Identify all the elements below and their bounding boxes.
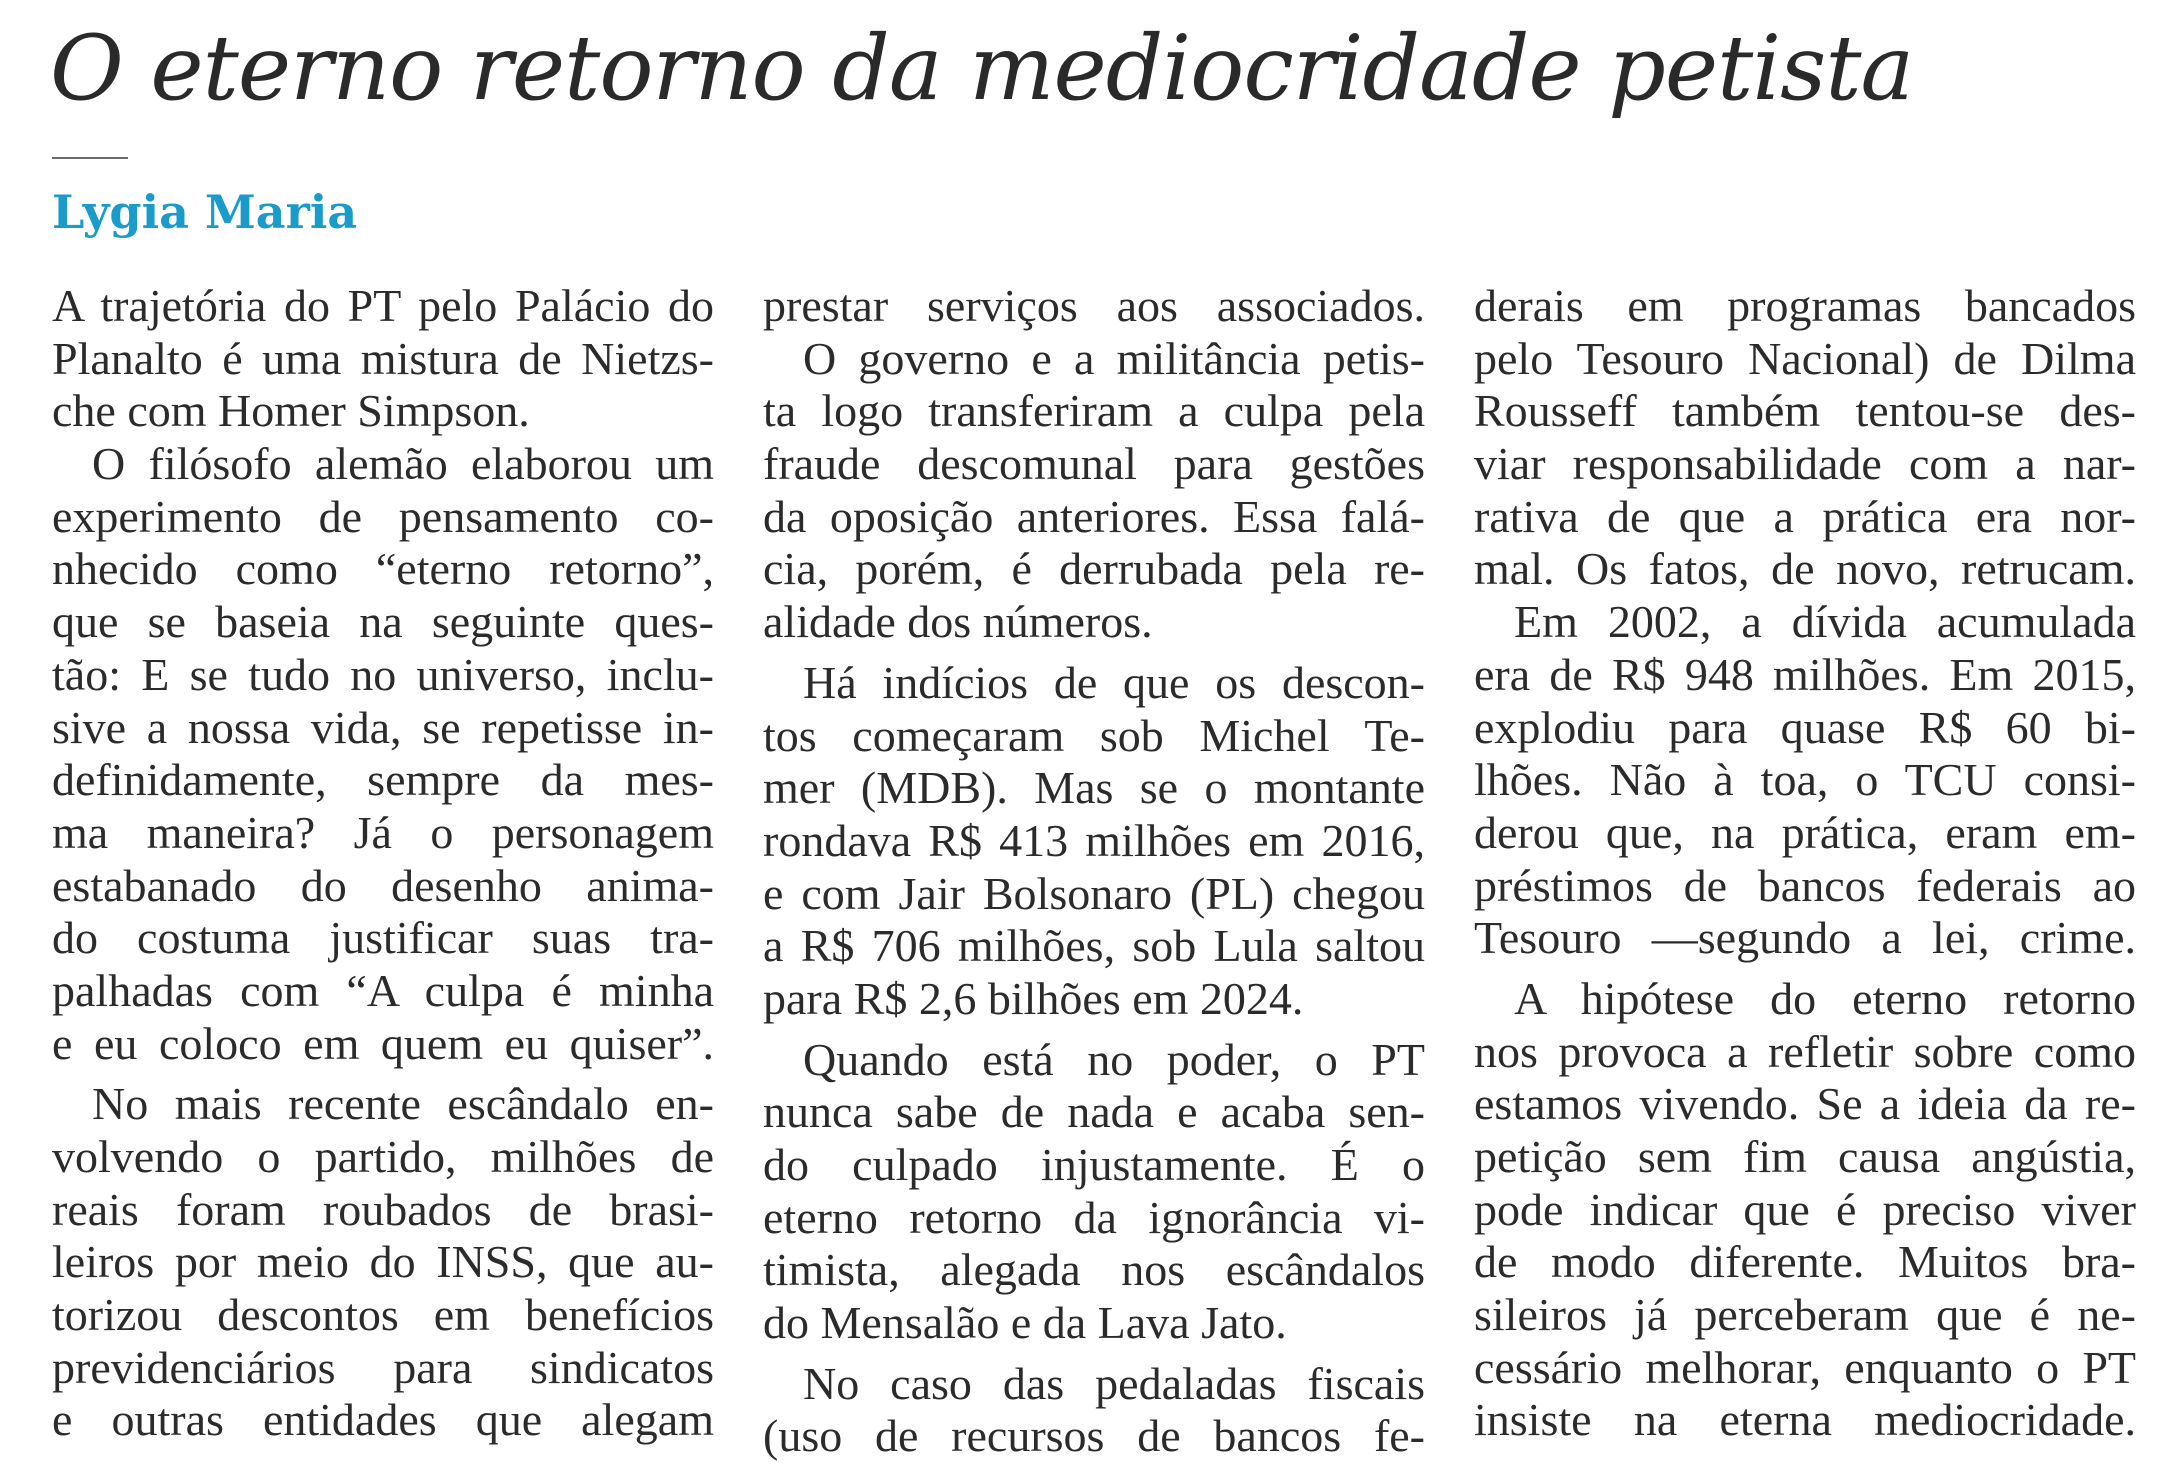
text-line: para R$ 2,6 bilhões em 2024. [763,972,1304,1024]
text-line: do Mensalão e da Lava Jato. [763,1297,1287,1349]
text-line: fraude descomunal para gestões [763,438,1425,490]
text-line: Planalto é uma mistura de Nietzs- [52,332,714,384]
text-line: ma maneira? Já o personagem [52,806,714,858]
article-column-1 [52,280,714,1447]
text-line: e eu coloco em quem eu quiser”. [52,1017,714,1069]
text-line: tos começaram sob Michel Te- [763,709,1425,761]
text-line: timista, alegada nos escândalos [763,1244,1425,1296]
text-line: pelo Tesouro Nacional) de Dilma [1474,332,2136,384]
text-line: e outras entidades que alegam [52,1394,714,1446]
text-line: A hipótese do eterno retorno [1514,972,2136,1024]
text-line: che com Homer Simpson. [52,385,530,437]
text-line: ta logo transferiram a culpa pela [763,385,1425,437]
text-line: prestar serviços aos associados. [763,280,1425,331]
text-line: pode indicar que é preciso viver [1474,1183,2136,1235]
text-line: No mais recente escândalo en- [92,1078,714,1130]
text-line: Rousseff também tentou-se des- [1474,385,2136,437]
text-line: reais foram roubados de brasi- [52,1183,714,1235]
text-line: insiste na eterna mediocridade. [1474,1394,2136,1446]
text-line: lhões. Não à toa, o TCU consi- [1474,754,2136,806]
text-line: de modo diferente. Muitos bra- [1474,1236,2136,1288]
text-line: e com Jair Bolsonaro (PL) chegou [763,867,1425,919]
text-line: que se baseia na seguinte ques- [52,596,714,648]
text-line: (uso de recursos de bancos fe- [763,1410,1425,1462]
text-line: mal. Os fatos, de novo, retrucam. [1474,543,2136,595]
text-line: derou que, na prática, eram em- [1474,806,2136,858]
text-line: cia, porém, é derrubada pela re- [763,543,1425,595]
text-line: nunca sabe de nada e acaba sen- [763,1086,1425,1138]
text-line: Quando está no poder, o PT [803,1033,1425,1085]
text-line: nhecido como “eterno retorno”, [52,543,714,595]
text-line: derais em programas bancados [1474,280,2136,331]
byline-author: Lygia Maria [52,185,358,239]
text-line: estabanado do desenho anima- [52,859,714,911]
text-line: volvendo o partido, milhões de [52,1131,714,1182]
text-line: da oposição anteriores. Essa falá- [763,490,1425,542]
text-line: mer (MDB). Mas se o montante [763,762,1425,814]
text-line: sive a nossa vida, se repetisse in- [52,701,714,753]
text-line: do culpado injustamente. É o [763,1139,1425,1190]
text-line: A trajetória do PT pelo Palácio do [52,280,714,331]
text-line: palhadas com “A culpa é minha [52,964,714,1016]
text-line: O filósofo alemão elaborou um [92,438,714,490]
text-line: rondava R$ 413 milhões em 2016, [763,814,1425,866]
text-line: tão: E se tudo no universo, inclu- [52,648,714,700]
text-line: Há indícios de que os descon- [803,656,1425,708]
text-line: sileiros já perceberam que é ne- [1474,1289,2136,1341]
text-line: O governo e a militância petis- [803,332,1425,384]
text-line: do costuma justificar suas tra- [52,912,714,964]
text-line: leiros por meio do INSS, que au- [52,1236,714,1288]
text-line: alidade dos números. [763,596,1153,648]
text-line: Em 2002, a dívida acumulada [1514,596,2136,648]
text-line: previdenciários para sindicatos [52,1341,714,1393]
text-line: nos provoca a refletir sobre como [1474,1025,2136,1077]
text-line: cessário melhorar, enquanto o PT [1474,1341,2136,1393]
text-line: torizou descontos em benefícios [52,1289,714,1341]
text-line: No caso das pedaladas fiscais [803,1357,1425,1409]
text-line: eterno retorno da ignorância vi- [763,1191,1425,1243]
text-line: estamos vivendo. Se a ideia da re- [1474,1078,2136,1130]
text-line: viar responsabilidade com a nar- [1474,438,2136,490]
text-line: rativa de que a prática era nor- [1474,490,2136,542]
text-line: a R$ 706 milhões, sob Lula saltou [763,920,1425,972]
text-line: petição sem fim causa angústia, [1474,1131,2136,1182]
text-line: definidamente, sempre da mes- [52,754,714,806]
text-line: explodiu para quase R$ 60 bi- [1474,701,2136,753]
article-column-2 [763,280,1425,1463]
text-line: préstimos de bancos federais ao [1474,859,2136,911]
headline: O eterno retorno da mediocridade petista [50,16,1914,121]
text-line: era de R$ 948 milhões. Em 2015, [1474,648,2136,700]
text-line: Tesouro —segundo a lei, crime. [1474,912,2136,964]
text-line: experimento de pensamento co- [52,490,714,542]
article-column-3 [1474,280,2136,1447]
byline-rule [52,157,128,159]
